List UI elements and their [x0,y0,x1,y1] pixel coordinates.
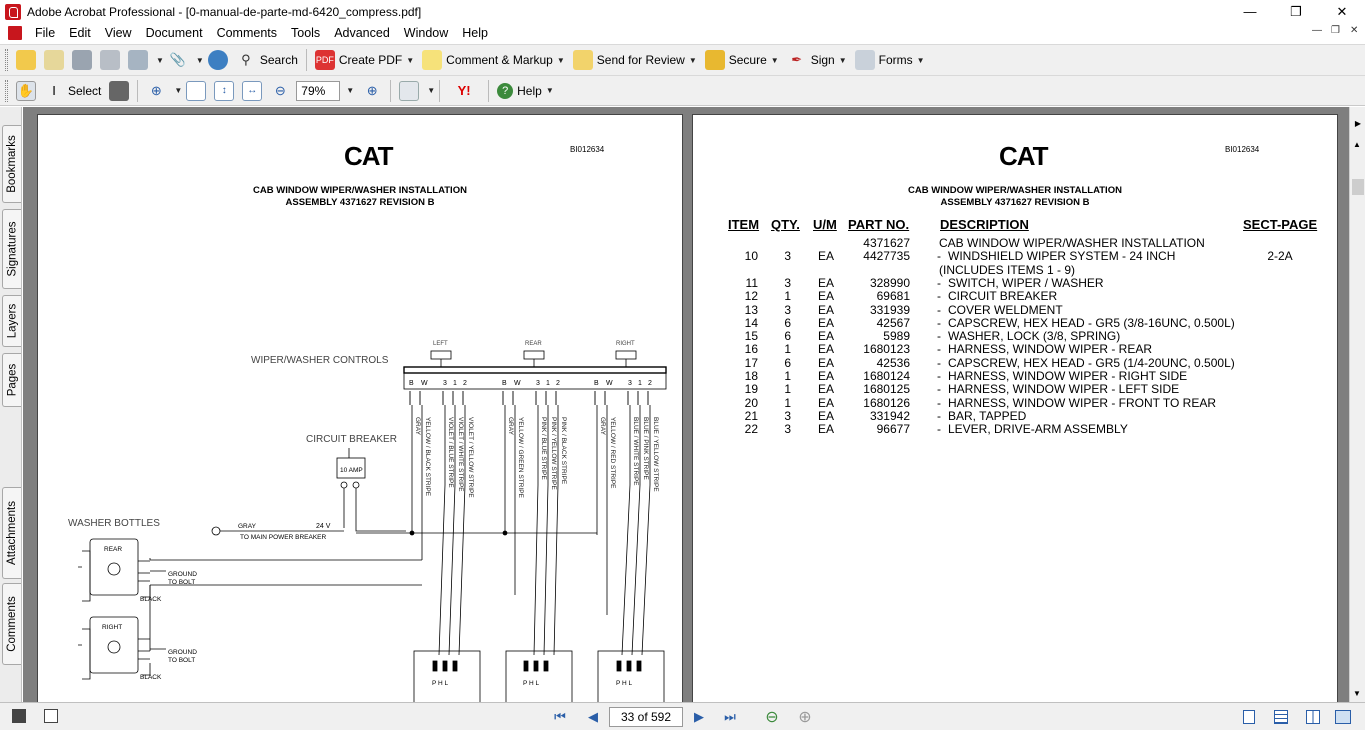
pen-icon: ✒ [791,52,803,67]
cell-desc: COVER WELDMENT [948,302,1063,317]
cell-dash: - [937,302,941,317]
table-row [693,277,1338,290]
actual-size-icon[interactable] [186,81,206,101]
table-row [693,237,1338,250]
ground-note: TO BOLT [168,579,196,586]
menu-document[interactable]: Document [145,26,203,40]
wire-label: VIOLET / BLUE STRIPE [447,417,454,488]
main-toolbar [0,44,1365,75]
yahoo-search-icon[interactable]: Y! [457,83,471,98]
fit-page-icon[interactable]: ↕ [214,81,234,101]
cell-part: 5989 [883,329,910,344]
wire-label: YELLOW / GREEN STRIPE [517,417,524,498]
wiper-motor-left [414,651,480,702]
cell-part: 328990 [869,275,910,290]
title-line-2: ASSEMBLY 4371627 REVISION B [940,197,1090,208]
cell-qty: 3 [784,249,791,264]
comment-markup-label: Comment & Markup [446,53,553,67]
svg-text:2: 2 [463,380,467,387]
cell-item: 18 [744,369,758,383]
title-line-2: ASSEMBLY 4371627 REVISION B [285,197,435,208]
chevron-down-icon[interactable]: ▼ [195,55,204,65]
wire-label: YELLOW / RED STRIPE [609,417,616,489]
select-label: Select [68,83,102,98]
title-bar [0,0,1365,23]
cell-dash: - [937,315,941,330]
tab-layers-label: Layers [6,303,18,339]
cell-um: EA [817,369,834,383]
svg-text:2: 2 [648,380,652,387]
organizer-icon[interactable] [44,50,64,70]
cell-item: 17 [744,355,758,370]
search-label: Search [259,53,298,67]
scroll-right-arrow-icon[interactable]: ▶ [1354,119,1362,128]
save-icon[interactable] [72,50,92,70]
cell-qty: 1 [784,395,791,410]
acrobat-app-icon [5,4,21,20]
cell-um: EA [817,315,834,330]
tab-attachments[interactable] [2,487,21,579]
col-header-qty: QTY. [771,217,800,232]
secure-label: Secure [728,53,767,67]
doc-id: BI012634 [570,145,605,154]
wire-label: BLUE / PINK STRIPE [642,417,649,480]
chevron-down-icon: ▼ [838,55,847,65]
table-row [693,343,1338,356]
create-pdf-icon: PDF [315,50,335,70]
menu-help[interactable]: Help [462,26,488,40]
cat-logo: CAT [999,141,1048,171]
cell-part: 331942 [869,408,910,423]
page-size-icon[interactable] [44,709,58,723]
cell-part: 42536 [876,355,910,370]
cell-desc: HARNESS, WINDOW WIPER - FRONT TO REAR [948,395,1217,410]
chevron-down-icon: ▼ [688,55,697,65]
create-pdf-label: Create PDF [338,53,403,67]
send-review-icon [573,50,593,70]
wiring-diagram [38,115,683,702]
print-icon[interactable] [100,50,120,70]
toolbar-separator [390,80,391,102]
cell-dash: - [937,422,941,437]
power-note: TO MAIN POWER BREAKER [240,534,327,541]
cell-desc: BAR, TAPPED [948,408,1027,423]
cell-dash: - [937,289,941,304]
cell-desc: CAPSCREW, HEX HEAD - GR5 (1/4-20UNC, 0.500L) [948,355,1235,370]
cell-um: EA [817,422,834,437]
navigation-panel [0,107,22,702]
cell-dash: - [937,369,941,383]
cell-um: EA [817,342,834,357]
svg-text:2: 2 [556,380,560,387]
wire-label: YELLOW / BLACK STRIPE [424,417,431,497]
toolbar-separator [137,80,138,102]
tab-comments-label: Comments [6,596,19,652]
hand-tool-icon[interactable]: ✋ [16,81,36,101]
bottle-rear-label: REAR [104,546,123,553]
cell-qty: 1 [784,369,791,383]
ground-note: TO BOLT [168,657,196,664]
table-row [693,410,1338,423]
cell-part: 42567 [876,315,910,330]
menu-file[interactable]: File [35,26,56,40]
cell-um: EA [817,395,834,410]
cell-part: 96677 [876,422,910,437]
chevron-down-icon: ▼ [545,86,554,95]
menu-comments[interactable]: Comments [216,26,277,40]
attach-icon[interactable]: 📎 [169,52,187,67]
chevron-down-icon: ▼ [406,55,415,65]
cell-desc: WASHER, LOCK (3/8, SPRING) [948,329,1121,344]
svg-text:3: 3 [628,380,632,387]
single-page-icon[interactable] [1243,710,1255,724]
continuous-icon[interactable] [1274,710,1288,724]
cell-item: 19 [744,382,758,397]
menu-view[interactable]: View [104,26,132,40]
motor-pins: P H L [432,680,449,687]
cell-um: EA [817,289,834,304]
svg-text:B: B [594,380,599,387]
zoom-out-icon[interactable]: ⊖ [274,82,286,98]
cell-desc: CAPSCREW, HEX HEAD - GR5 (3/8-16UNC, 0.500L) [948,315,1235,330]
control-panel [404,367,666,373]
select-tool-button[interactable] [44,81,101,101]
doc-restore-icon[interactable]: ❐ [1331,25,1340,36]
wire-label: VIOLET / YELLOW STRIPE [467,417,474,498]
comment-icon [422,50,442,70]
pdf-page-right [692,114,1338,702]
cell-dash: - [937,408,941,423]
sign-button[interactable] [787,50,847,70]
menu-window[interactable]: Window [403,26,449,40]
motor-pins: P H L [616,680,633,687]
sign-label: Sign [810,53,835,67]
cell-dash: - [937,275,941,290]
cell-um: EA [817,275,834,290]
table-row [693,423,1338,436]
cell-item: 12 [744,289,758,304]
rotate-view-icon[interactable] [399,81,419,101]
cell-sect: 2-2A [1267,249,1293,264]
table-row [693,250,1338,263]
cell-dash: - [937,249,941,264]
cell-um: EA [817,355,834,370]
col-header-um: U/M [813,217,837,232]
help-button[interactable] [497,83,554,99]
previous-view-icon[interactable]: ⊖ [765,709,779,726]
menu-advanced[interactable]: Advanced [334,26,390,40]
zoom-input[interactable] [296,81,340,101]
continuous-facing-icon[interactable] [1335,710,1351,724]
cell-item: 10 [744,249,758,264]
cell-qty: 3 [784,422,791,437]
forms-icon [855,50,875,70]
cell-qty: 6 [784,355,791,370]
tab-attachments-label: Attachments [6,501,19,565]
col-header-sect-page: SECT-PAGE [1243,217,1318,232]
send-review-button[interactable] [573,50,697,70]
send-review-label: Send for Review [596,53,685,67]
circuit-breaker-label: CIRCUIT BREAKER [306,434,397,445]
create-pdf-button[interactable] [315,50,414,70]
cell-qty: 6 [784,315,791,330]
pdf-page-left [37,114,683,702]
wire-label: BLUE / YELLOW STRIPE [652,417,659,492]
table-row [693,264,1338,277]
table-row [693,304,1338,317]
title-line-1: CAB WINDOW WIPER/WASHER INSTALLATION [908,185,1122,196]
zoom-dropdown-icon[interactable]: ▼ [346,86,355,95]
cell-desc: HARNESS, WINDOW WIPER - RIGHT SIDE [948,369,1188,383]
cell-part: 4427735 [863,249,910,264]
voltage-note: 24 V [316,523,331,530]
table-row [693,290,1338,303]
cell-um: EA [817,382,834,397]
web-icon[interactable] [208,50,228,70]
wire-label: GRAY [507,417,514,435]
tab-comments[interactable] [2,583,21,665]
cell-item: 22 [744,422,758,437]
doc-minimize-icon[interactable]: — [1312,25,1322,36]
status-bar [0,702,1365,730]
cell-part: 1680126 [863,395,910,410]
tab-layers[interactable] [2,295,21,347]
cell-qty: 3 [784,275,791,290]
switch-right-label: RIGHT [616,341,635,347]
svg-text:3: 3 [443,380,447,387]
snapshot-icon[interactable] [109,81,129,101]
svg-text:B: B [409,380,414,387]
table-row [693,330,1338,343]
document-workspace[interactable] [23,107,1349,702]
restore-button[interactable]: ❐ [1290,3,1302,19]
wiper-motor-rear [506,651,572,702]
help-icon: ? [497,83,513,99]
chevron-down-icon: ▼ [770,55,779,65]
cell-dash: - [937,342,941,357]
cell-desc: HARNESS, WINDOW WIPER - REAR [948,342,1153,357]
cell-qty: 1 [784,382,791,397]
forms-button[interactable] [855,50,925,70]
email-icon[interactable] [128,50,148,70]
tab-pages[interactable] [2,353,21,407]
cell-desc: CIRCUIT BREAKER [948,289,1058,304]
binoculars-icon: ⚲ [241,52,251,67]
cell-qty: 6 [784,329,791,344]
motor-pins: P H L [523,680,540,687]
cell-desc: HARNESS, WINDOW WIPER - LEFT SIDE [948,382,1180,397]
col-header-item: ITEM [728,217,760,232]
amp-label: 10 AMP [340,467,363,474]
menu-edit[interactable]: Edit [69,26,91,40]
menu-tools[interactable]: Tools [291,26,321,40]
view-toolbar [0,75,1365,106]
comment-markup-button[interactable] [422,50,565,70]
cell-part: 1680124 [863,369,910,383]
tab-bookmarks-label: Bookmarks [6,135,18,193]
bottle-right-label: RIGHT [102,624,123,631]
svg-text:W: W [514,380,521,387]
chevron-down-icon: ▼ [556,55,565,65]
panel-toggle-icon[interactable] [12,709,26,723]
cell-item: 16 [744,342,758,357]
switch-knob [616,351,636,359]
switch-knob [524,351,544,359]
cell-item: 21 [744,408,758,423]
doc-id: BI012634 [1225,145,1260,154]
title-line-1: CAB WINDOW WIPER/WASHER INSTALLATION [253,185,467,196]
cell-part: 69681 [876,289,910,304]
svg-text:1: 1 [546,380,550,387]
cell-item: 14 [744,315,758,330]
zoom-in-icon[interactable]: ⊕ [150,82,162,98]
wire-label: GRAY [414,417,421,435]
cell-um: EA [817,408,834,423]
gray-note: GRAY [238,523,256,530]
cell-qty: 1 [784,289,791,304]
cell-part: 331939 [869,302,910,317]
scroll-thumb[interactable] [1352,179,1364,195]
tab-bookmarks[interactable] [2,125,21,203]
menu-bar [0,23,1365,43]
washer-bottles-label: WASHER BOTTLES [68,518,160,529]
page-title [693,185,1337,209]
close-button[interactable]: ✕ [1336,3,1348,19]
svg-text:3: 3 [536,380,540,387]
cell-qty: 1 [784,342,791,357]
cell-part: 4371627 [863,236,910,250]
switch-knob [431,351,451,359]
fit-width-icon[interactable]: ↔ [242,81,262,101]
tab-signatures-label: Signatures [6,221,19,277]
switch-rear-label: REAR [525,341,542,347]
facing-icon[interactable] [1306,710,1320,724]
svg-text:1: 1 [453,380,457,387]
secure-button[interactable] [705,50,779,70]
wire-label: GRAY [599,417,606,435]
scroll-down-icon[interactable]: ▼ [1353,689,1361,698]
cell-item: 15 [744,329,758,344]
tab-signatures[interactable] [2,209,21,289]
chevron-down-icon: ▼ [916,55,925,65]
help-label: Help [517,83,542,98]
vertical-scrollbar[interactable] [1349,107,1365,702]
cell-qty: 3 [784,302,791,317]
controls-label: WIPER/WASHER CONTROLS [251,355,389,366]
cell-desc: LEVER, DRIVE-ARM ASSEMBLY [948,422,1128,437]
table-row [693,370,1338,383]
tab-pages-label: Pages [6,363,19,397]
open-folder-icon[interactable] [16,50,36,70]
cell-desc: (INCLUDES ITEMS 1 - 9) [939,262,1076,277]
cell-um: EA [817,302,834,317]
document-icon[interactable] [8,26,22,40]
next-view-icon[interactable]: ⊕ [798,709,812,726]
cell-um: EA [817,249,834,264]
cell-desc: SWITCH, WIPER / WASHER [948,275,1104,290]
last-page-icon[interactable]: ⏭ [724,709,736,724]
svg-text:W: W [421,380,428,387]
cat-logo: CAT [344,141,393,171]
svg-text:1: 1 [638,380,642,387]
table-row [693,383,1338,396]
first-page-icon[interactable]: ⏮ [554,709,566,724]
cell-dash: - [937,382,941,397]
svg-text:W: W [606,380,613,387]
cell-part: 1680125 [863,382,910,397]
zoom-in-plus-icon[interactable]: ⊕ [366,82,378,98]
scroll-up-icon[interactable]: ▲ [1353,140,1361,149]
search-button[interactable] [236,50,298,70]
toolbar-separator [306,49,307,71]
next-page-icon[interactable]: ▶ [694,709,704,724]
table-row [693,357,1338,370]
forms-label: Forms [878,53,913,67]
cursor-icon: I [52,83,56,98]
black-note: BLACK [140,674,162,681]
chevron-down-icon[interactable]: ▼ [174,86,183,95]
doc-close-icon[interactable]: ✕ [1350,25,1359,36]
black-note: BLACK [140,596,162,603]
toolbar-grip[interactable] [5,49,8,71]
page-number-field[interactable]: 33 of 592 [609,707,683,727]
cell-dash: - [937,355,941,370]
window-title: Adobe Acrobat Professional - [0-manual-de-parte-md-6420_compress.pdf] [27,4,422,19]
wire-label: PINK / BLACK STRIPE [560,417,567,485]
cell-desc: WINDSHIELD WIPER SYSTEM - 24 INCH [948,249,1176,264]
cell-item: 13 [744,302,758,317]
cell-um: EA [817,329,834,344]
wiper-motor-right [598,651,664,702]
chevron-down-icon[interactable]: ▼ [156,55,164,65]
previous-page-icon[interactable]: ◀ [588,709,598,724]
wire-label: PINK / YELLOW STRIPE [550,417,557,490]
cell-item: 11 [745,275,758,290]
wire-label: VIOLET / WHITE STRIPE [457,417,464,492]
switch-left-label: LEFT [433,341,448,347]
cell-dash: - [937,395,941,410]
ground-note: GROUND [168,571,197,578]
wire-label: PINK / BLUE STRIPE [540,417,547,480]
col-header-part: PART NO. [848,217,910,232]
col-header-description: DESCRIPTION [940,217,1029,232]
cell-dash: - [937,329,941,344]
ground-note: GROUND [168,649,197,656]
minimize-button[interactable]: — [1243,4,1257,19]
cell-item: 20 [744,395,758,410]
wire-label: BLUE / WHITE STRIPE [632,417,639,486]
cell-qty: 3 [784,408,791,423]
cell-part: 1680123 [863,342,910,357]
table-row [693,317,1338,330]
toolbar-grip[interactable] [5,80,8,102]
svg-text:B: B [502,380,507,387]
chevron-down-icon[interactable]: ▼ [427,86,436,95]
toolbar-separator [488,80,489,102]
cell-desc: CAB WINDOW WIPER/WASHER INSTALLATION [939,236,1205,250]
table-row [693,397,1338,410]
lock-icon [705,50,725,70]
toolbar-separator [439,80,440,102]
